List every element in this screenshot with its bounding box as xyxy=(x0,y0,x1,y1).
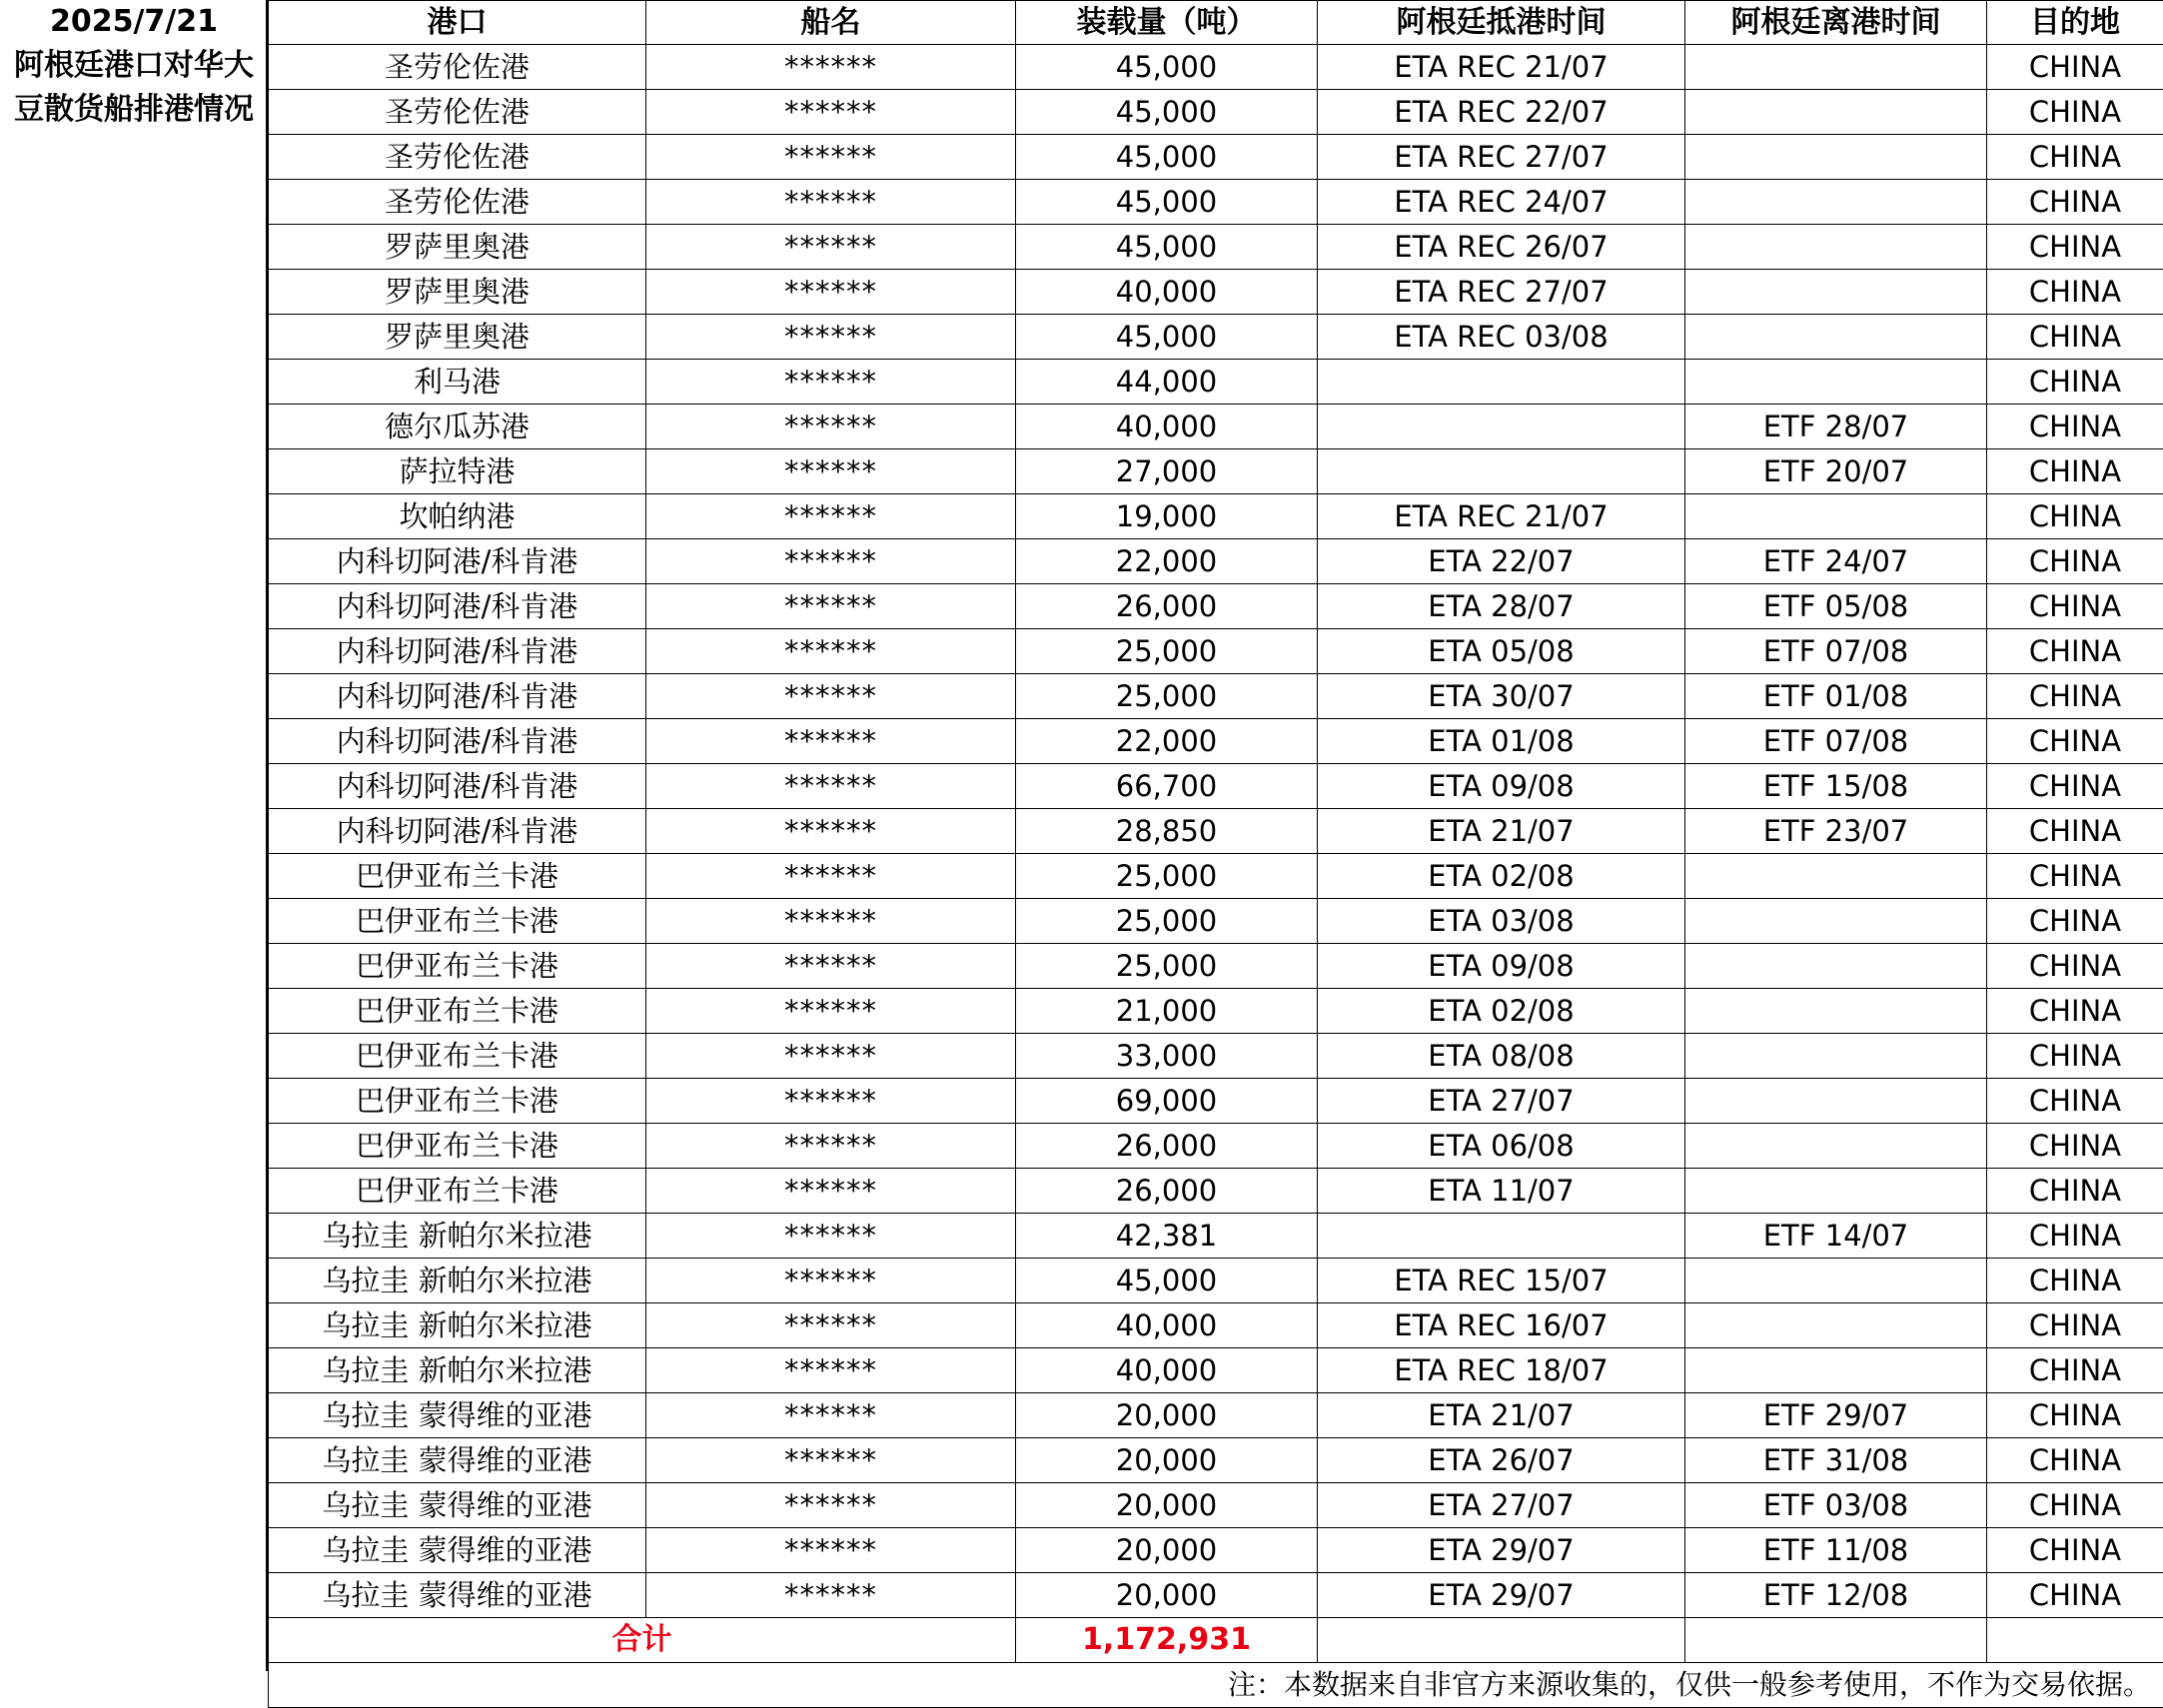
cell-arrival: ETA 22/07 xyxy=(1318,539,1685,584)
cell-arrival: ETA REC 18/07 xyxy=(1318,1348,1685,1393)
table-row xyxy=(269,1438,2163,1483)
cell-arrival: ETA REC 16/07 xyxy=(1318,1303,1685,1348)
cell-ship-name: ****** xyxy=(646,449,1016,494)
cell-load: 45,000 xyxy=(1016,90,1318,135)
cell-port: 内科切阿港/科肯港 xyxy=(269,584,646,629)
table-row xyxy=(269,674,2163,719)
cell-departure: ETF 23/07 xyxy=(1685,809,1987,854)
cell-arrival: ETA 06/08 xyxy=(1318,1124,1685,1169)
cell-load: 45,000 xyxy=(1016,315,1318,360)
cell-arrival: ETA 02/08 xyxy=(1318,854,1685,899)
cell-ship-name: ****** xyxy=(646,45,1016,90)
cell-port: 利马港 xyxy=(269,360,646,405)
cell-ship-name: ****** xyxy=(646,719,1016,764)
cell-ship-name: ****** xyxy=(646,629,1016,674)
cell-departure: ETF 03/08 xyxy=(1685,1483,1987,1528)
cell-arrival: ETA 01/08 xyxy=(1318,719,1685,764)
cell-destination: CHINA xyxy=(1987,1348,2163,1393)
total-empty-cell xyxy=(1685,1618,1987,1663)
cell-port: 乌拉圭 新帕尔米拉港 xyxy=(269,1214,646,1259)
total-label: 合计 xyxy=(269,1618,1016,1663)
cell-ship-name: ****** xyxy=(646,1438,1016,1483)
cell-destination: CHINA xyxy=(1987,270,2163,315)
table-row xyxy=(269,1483,2163,1528)
cell-departure: ETF 07/08 xyxy=(1685,719,1987,764)
cell-ship-name: ****** xyxy=(646,944,1016,989)
cell-load: 42,381 xyxy=(1016,1214,1318,1259)
table-row xyxy=(269,225,2163,270)
cell-ship-name: ****** xyxy=(646,180,1016,225)
cell-destination: CHINA xyxy=(1987,1079,2163,1124)
cell-ship-name: ****** xyxy=(646,405,1016,449)
cell-ship-name: ****** xyxy=(646,1393,1016,1438)
cell-destination: CHINA xyxy=(1987,315,2163,360)
cell-destination: CHINA xyxy=(1987,584,2163,629)
cell-arrival: ETA 11/07 xyxy=(1318,1169,1685,1214)
cell-departure xyxy=(1685,270,1987,315)
cell-arrival: ETA 29/07 xyxy=(1318,1573,1685,1618)
cell-arrival: ETA 28/07 xyxy=(1318,584,1685,629)
cell-load: 45,000 xyxy=(1016,45,1318,90)
cell-destination: CHINA xyxy=(1987,899,2163,944)
cell-port: 圣劳伦佐港 xyxy=(269,180,646,225)
table-body xyxy=(269,45,2163,1618)
cell-destination: CHINA xyxy=(1987,90,2163,135)
table-row xyxy=(269,1214,2163,1259)
cell-arrival: ETA REC 03/08 xyxy=(1318,315,1685,360)
table-row xyxy=(269,1079,2163,1124)
cell-load: 40,000 xyxy=(1016,270,1318,315)
cell-destination: CHINA xyxy=(1987,1573,2163,1618)
cell-destination: CHINA xyxy=(1987,180,2163,225)
cell-port: 德尔瓜苏港 xyxy=(269,405,646,449)
cell-departure xyxy=(1685,1124,1987,1169)
cell-destination: CHINA xyxy=(1987,1483,2163,1528)
cell-destination: CHINA xyxy=(1987,674,2163,719)
cell-port: 巴伊亚布兰卡港 xyxy=(269,899,646,944)
cell-destination: CHINA xyxy=(1987,944,2163,989)
cell-load: 20,000 xyxy=(1016,1483,1318,1528)
cell-departure xyxy=(1685,360,1987,405)
cell-ship-name: ****** xyxy=(646,494,1016,539)
table-row xyxy=(269,45,2163,90)
table-row xyxy=(269,719,2163,764)
cell-port: 巴伊亚布兰卡港 xyxy=(269,1169,646,1214)
cell-arrival: ETA 05/08 xyxy=(1318,629,1685,674)
cell-ship-name: ****** xyxy=(646,135,1016,180)
cell-departure xyxy=(1685,494,1987,539)
cell-destination: CHINA xyxy=(1987,225,2163,270)
table-row xyxy=(269,1573,2163,1618)
cell-ship-name: ****** xyxy=(646,854,1016,899)
cell-arrival: ETA REC 21/07 xyxy=(1318,45,1685,90)
cell-load: 40,000 xyxy=(1016,405,1318,449)
cell-departure: ETF 28/07 xyxy=(1685,405,1987,449)
cell-departure xyxy=(1685,135,1987,180)
cell-destination: CHINA xyxy=(1987,494,2163,539)
col-header-departure: 阿根廷离港时间 xyxy=(1685,1,1987,45)
cell-destination: CHINA xyxy=(1987,1124,2163,1169)
cell-load: 40,000 xyxy=(1016,1303,1318,1348)
cell-port: 乌拉圭 新帕尔米拉港 xyxy=(269,1348,646,1393)
table-row xyxy=(269,135,2163,180)
cell-load: 22,000 xyxy=(1016,719,1318,764)
cell-destination: CHINA xyxy=(1987,449,2163,494)
cell-ship-name: ****** xyxy=(646,1259,1016,1303)
cell-departure xyxy=(1685,1169,1987,1214)
side-title-panel xyxy=(0,0,268,1671)
table-row xyxy=(269,764,2163,809)
cell-departure: ETF 12/08 xyxy=(1685,1573,1987,1618)
table-row xyxy=(269,180,2163,225)
cell-port: 内科切阿港/科肯港 xyxy=(269,629,646,674)
cell-departure: ETF 20/07 xyxy=(1685,449,1987,494)
report-title: 阿根廷港口对华大豆散货船排港情况 xyxy=(6,44,262,132)
cell-destination: CHINA xyxy=(1987,360,2163,405)
cell-departure xyxy=(1685,1303,1987,1348)
cell-port: 巴伊亚布兰卡港 xyxy=(269,1079,646,1124)
cell-destination: CHINA xyxy=(1987,764,2163,809)
cell-port: 巴伊亚布兰卡港 xyxy=(269,989,646,1034)
cell-arrival: ETA REC 22/07 xyxy=(1318,90,1685,135)
cell-departure xyxy=(1685,1259,1987,1303)
cell-port: 坎帕纳港 xyxy=(269,494,646,539)
cell-load: 45,000 xyxy=(1016,225,1318,270)
table-row xyxy=(269,989,2163,1034)
cell-arrival xyxy=(1318,360,1685,405)
cell-destination: CHINA xyxy=(1987,45,2163,90)
cell-destination: CHINA xyxy=(1987,719,2163,764)
cell-arrival: ETA 08/08 xyxy=(1318,1034,1685,1079)
cell-destination: CHINA xyxy=(1987,1259,2163,1303)
cell-ship-name: ****** xyxy=(646,315,1016,360)
cell-ship-name: ****** xyxy=(646,225,1016,270)
cell-port: 巴伊亚布兰卡港 xyxy=(269,1124,646,1169)
cell-ship-name: ****** xyxy=(646,270,1016,315)
cell-ship-name: ****** xyxy=(646,90,1016,135)
table-row xyxy=(269,494,2163,539)
cell-load: 27,000 xyxy=(1016,449,1318,494)
cell-ship-name: ****** xyxy=(646,899,1016,944)
table-row xyxy=(269,1259,2163,1303)
table-row xyxy=(269,270,2163,315)
table-row xyxy=(269,1034,2163,1079)
table-row xyxy=(269,405,2163,449)
cell-departure xyxy=(1685,899,1987,944)
cell-arrival: ETA 29/07 xyxy=(1318,1528,1685,1573)
report-date: 2025/7/21 xyxy=(0,0,268,44)
cell-destination: CHINA xyxy=(1987,1303,2163,1348)
cell-departure: ETF 01/08 xyxy=(1685,674,1987,719)
table-row xyxy=(269,944,2163,989)
cell-departure xyxy=(1685,1034,1987,1079)
cell-load: 20,000 xyxy=(1016,1573,1318,1618)
cell-load: 40,000 xyxy=(1016,1348,1318,1393)
cell-departure xyxy=(1685,225,1987,270)
cell-ship-name: ****** xyxy=(646,584,1016,629)
cell-load: 33,000 xyxy=(1016,1034,1318,1079)
cell-ship-name: ****** xyxy=(646,1169,1016,1214)
table-row xyxy=(269,539,2163,584)
table-row xyxy=(269,899,2163,944)
table-row xyxy=(269,1303,2163,1348)
cell-arrival: ETA REC 27/07 xyxy=(1318,270,1685,315)
cell-load: 19,000 xyxy=(1016,494,1318,539)
cell-departure xyxy=(1685,90,1987,135)
cell-port: 乌拉圭 蒙得维的亚港 xyxy=(269,1528,646,1573)
cell-port: 圣劳伦佐港 xyxy=(269,135,646,180)
cell-arrival: ETA 02/08 xyxy=(1318,989,1685,1034)
cell-port: 圣劳伦佐港 xyxy=(269,90,646,135)
cell-load: 25,000 xyxy=(1016,674,1318,719)
header-row xyxy=(269,1,2163,45)
cell-arrival: ETA REC 15/07 xyxy=(1318,1259,1685,1303)
cell-departure: ETF 31/08 xyxy=(1685,1438,1987,1483)
cell-destination: CHINA xyxy=(1987,989,2163,1034)
cell-destination: CHINA xyxy=(1987,1393,2163,1438)
note-row xyxy=(269,1663,2163,1708)
cell-destination: CHINA xyxy=(1987,135,2163,180)
cell-departure xyxy=(1685,1079,1987,1124)
cell-load: 26,000 xyxy=(1016,1169,1318,1214)
cell-arrival xyxy=(1318,449,1685,494)
cell-destination: CHINA xyxy=(1987,629,2163,674)
table-row xyxy=(269,1393,2163,1438)
cell-ship-name: ****** xyxy=(646,360,1016,405)
cell-ship-name: ****** xyxy=(646,1528,1016,1573)
cell-load: 45,000 xyxy=(1016,180,1318,225)
cell-departure xyxy=(1685,180,1987,225)
cell-arrival: ETA 27/07 xyxy=(1318,1079,1685,1124)
cell-departure: ETF 05/08 xyxy=(1685,584,1987,629)
col-header-load: 装载量（吨） xyxy=(1016,1,1318,45)
table-row xyxy=(269,1528,2163,1573)
cell-port: 内科切阿港/科肯港 xyxy=(269,764,646,809)
cell-load: 26,000 xyxy=(1016,1124,1318,1169)
cell-ship-name: ****** xyxy=(646,1573,1016,1618)
cell-ship-name: ****** xyxy=(646,539,1016,584)
cell-ship-name: ****** xyxy=(646,1034,1016,1079)
cell-destination: CHINA xyxy=(1987,809,2163,854)
cell-departure: ETF 15/08 xyxy=(1685,764,1987,809)
cell-arrival: ETA REC 21/07 xyxy=(1318,494,1685,539)
cell-load: 22,000 xyxy=(1016,539,1318,584)
cell-port: 萨拉特港 xyxy=(269,449,646,494)
cell-destination: CHINA xyxy=(1987,854,2163,899)
cell-destination: CHINA xyxy=(1987,1528,2163,1573)
cell-arrival: ETA 09/08 xyxy=(1318,764,1685,809)
cell-ship-name: ****** xyxy=(646,1303,1016,1348)
cell-load: 25,000 xyxy=(1016,629,1318,674)
col-header-arrival: 阿根廷抵港时间 xyxy=(1318,1,1685,45)
cell-destination: CHINA xyxy=(1987,1169,2163,1214)
total-empty-cell xyxy=(1318,1618,1685,1663)
cell-arrival: ETA 30/07 xyxy=(1318,674,1685,719)
cell-load: 20,000 xyxy=(1016,1528,1318,1573)
col-header-port: 港口 xyxy=(269,1,646,45)
cell-ship-name: ****** xyxy=(646,1483,1016,1528)
cell-load: 45,000 xyxy=(1016,1259,1318,1303)
table-row xyxy=(269,854,2163,899)
cell-port: 乌拉圭 蒙得维的亚港 xyxy=(269,1573,646,1618)
cell-load: 25,000 xyxy=(1016,899,1318,944)
cell-ship-name: ****** xyxy=(646,809,1016,854)
cell-load: 44,000 xyxy=(1016,360,1318,405)
cell-destination: CHINA xyxy=(1987,405,2163,449)
cell-ship-name: ****** xyxy=(646,674,1016,719)
cell-arrival: ETA REC 24/07 xyxy=(1318,180,1685,225)
cell-departure: ETF 24/07 xyxy=(1685,539,1987,584)
cell-departure: ETF 11/08 xyxy=(1685,1528,1987,1573)
cell-departure xyxy=(1685,989,1987,1034)
cell-ship-name: ****** xyxy=(646,1079,1016,1124)
cell-load: 45,000 xyxy=(1016,135,1318,180)
cell-port: 乌拉圭 新帕尔米拉港 xyxy=(269,1259,646,1303)
cell-port: 罗萨里奥港 xyxy=(269,270,646,315)
cell-port: 乌拉圭 蒙得维的亚港 xyxy=(269,1438,646,1483)
cell-arrival: ETA REC 27/07 xyxy=(1318,135,1685,180)
cell-departure: ETF 29/07 xyxy=(1685,1393,1987,1438)
cell-arrival: ETA 21/07 xyxy=(1318,809,1685,854)
cell-departure xyxy=(1685,315,1987,360)
total-row xyxy=(269,1618,2163,1663)
cell-arrival: ETA REC 26/07 xyxy=(1318,225,1685,270)
table-row xyxy=(269,1348,2163,1393)
cell-departure xyxy=(1685,45,1987,90)
cell-port: 罗萨里奥港 xyxy=(269,225,646,270)
cell-ship-name: ****** xyxy=(646,764,1016,809)
cell-ship-name: ****** xyxy=(646,1214,1016,1259)
cell-load: 66,700 xyxy=(1016,764,1318,809)
total-value: 1,172,931 xyxy=(1016,1618,1318,1663)
cell-port: 巴伊亚布兰卡港 xyxy=(269,854,646,899)
cell-destination: CHINA xyxy=(1987,1034,2163,1079)
cell-destination: CHINA xyxy=(1987,1438,2163,1483)
table-row xyxy=(269,360,2163,405)
cell-load: 25,000 xyxy=(1016,854,1318,899)
cell-port: 乌拉圭 蒙得维的亚港 xyxy=(269,1483,646,1528)
cell-departure xyxy=(1685,854,1987,899)
cell-departure xyxy=(1685,944,1987,989)
col-header-ship: 船名 xyxy=(646,1,1016,45)
cell-port: 罗萨里奥港 xyxy=(269,315,646,360)
cell-load: 28,850 xyxy=(1016,809,1318,854)
cell-port: 巴伊亚布兰卡港 xyxy=(269,944,646,989)
cell-port: 乌拉圭 新帕尔米拉港 xyxy=(269,1303,646,1348)
cell-port: 内科切阿港/科肯港 xyxy=(269,719,646,764)
table-row xyxy=(269,1169,2163,1214)
cell-arrival xyxy=(1318,1214,1685,1259)
cell-arrival: ETA 27/07 xyxy=(1318,1483,1685,1528)
cell-departure: ETF 07/08 xyxy=(1685,629,1987,674)
cell-arrival: ETA 26/07 xyxy=(1318,1438,1685,1483)
cell-arrival: ETA 09/08 xyxy=(1318,944,1685,989)
cell-port: 内科切阿港/科肯港 xyxy=(269,674,646,719)
cell-port: 内科切阿港/科肯港 xyxy=(269,809,646,854)
cell-load: 20,000 xyxy=(1016,1438,1318,1483)
table-row xyxy=(269,449,2163,494)
cell-ship-name: ****** xyxy=(646,1124,1016,1169)
cell-arrival: ETA 03/08 xyxy=(1318,899,1685,944)
cell-load: 20,000 xyxy=(1016,1393,1318,1438)
table-row xyxy=(269,584,2163,629)
cell-departure xyxy=(1685,1348,1987,1393)
cell-port: 圣劳伦佐港 xyxy=(269,45,646,90)
table-row xyxy=(269,1124,2163,1169)
table-row xyxy=(269,90,2163,135)
table-row xyxy=(269,629,2163,674)
cell-arrival: ETA 21/07 xyxy=(1318,1393,1685,1438)
cell-ship-name: ****** xyxy=(646,1348,1016,1393)
cell-destination: CHINA xyxy=(1987,1214,2163,1259)
cell-port: 内科切阿港/科肯港 xyxy=(269,539,646,584)
cell-load: 21,000 xyxy=(1016,989,1318,1034)
col-header-destination: 目的地 xyxy=(1987,1,2163,45)
cell-departure: ETF 14/07 xyxy=(1685,1214,1987,1259)
cell-destination: CHINA xyxy=(1987,539,2163,584)
table-row xyxy=(269,809,2163,854)
cell-load: 25,000 xyxy=(1016,944,1318,989)
cell-ship-name: ****** xyxy=(646,989,1016,1034)
table-row xyxy=(269,315,2163,360)
cell-arrival xyxy=(1318,405,1685,449)
cell-load: 69,000 xyxy=(1016,1079,1318,1124)
cell-port: 乌拉圭 蒙得维的亚港 xyxy=(269,1393,646,1438)
cell-load: 26,000 xyxy=(1016,584,1318,629)
total-empty-cell xyxy=(1987,1618,2163,1663)
cell-port: 巴伊亚布兰卡港 xyxy=(269,1034,646,1079)
disclaimer-note: 注：本数据来自非官方来源收集的，仅供一般参考使用，不作为交易依据。 xyxy=(269,1663,2163,1708)
shipment-table xyxy=(268,0,2163,1708)
